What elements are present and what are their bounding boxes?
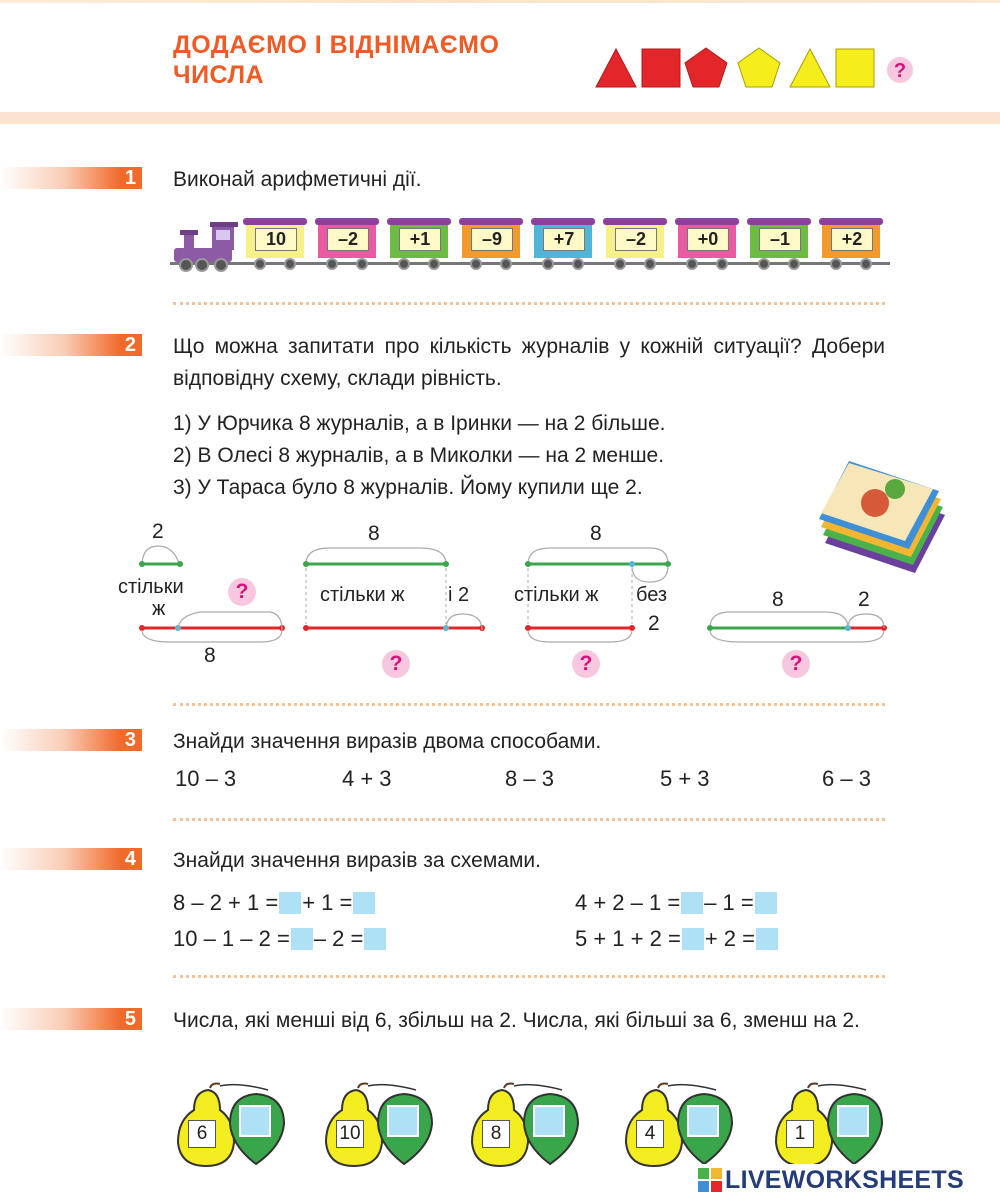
wheel-icon — [758, 258, 770, 270]
train-wagon — [822, 218, 880, 260]
train — [170, 212, 890, 282]
expression-3: 8 – 3 — [505, 766, 554, 791]
pear-leaf-pair — [320, 1080, 436, 1170]
answer-box[interactable] — [279, 892, 301, 914]
pear-number: 8 — [482, 1120, 510, 1148]
train-wagon — [390, 218, 448, 260]
pear-leaf-pair — [770, 1080, 886, 1170]
task-number: 4 — [124, 848, 136, 870]
equation-2 — [173, 926, 387, 952]
page-title: ДОДАЄМО І ВІДНІМАЄМО ЧИСЛА — [173, 31, 500, 89]
expression-5: 6 – 3 — [822, 766, 871, 791]
scheme-d-top-number-2: 2 — [858, 588, 870, 611]
footer-logo — [698, 1164, 998, 1198]
scheme-b-label: стільки ж — [320, 584, 405, 606]
train-wagon — [246, 218, 304, 260]
answer-box[interactable] — [756, 928, 778, 950]
scheme-c-label: стільки ж — [514, 584, 599, 606]
scheme-a-label-2: ж — [152, 598, 166, 620]
top-decor-line — [0, 0, 1000, 3]
equation-4 — [575, 926, 779, 952]
scheme-c-top-number: 8 — [590, 522, 602, 545]
wheel-icon — [284, 258, 296, 270]
task-1-text: Виконай арифметичні дії. — [173, 168, 422, 191]
task-number: 2 — [124, 334, 136, 356]
wagon-label: 10 — [255, 228, 297, 251]
answer-box[interactable] — [681, 892, 703, 914]
answer-box[interactable] — [291, 928, 313, 950]
wagon-roof — [315, 218, 379, 225]
answer-box[interactable] — [755, 892, 777, 914]
wagon-label: –2 — [615, 228, 657, 251]
yellow-triangle-icon — [790, 49, 830, 87]
task-4-text: Знайди значення виразів за схемами. — [173, 849, 541, 872]
wagon-roof — [747, 218, 811, 225]
wagon-roof — [531, 218, 595, 225]
scheme-d-top-number: 8 — [772, 588, 784, 611]
wagon-roof — [243, 218, 307, 225]
wheel-icon — [428, 258, 440, 270]
header-band — [0, 112, 1000, 124]
situation-2: 2) В Олесі 8 журналів, а в Миколки — на 2 менше. — [173, 444, 665, 467]
liveworksheets-logo-icon — [698, 1168, 722, 1192]
situation-3: 3) У Тараса було 8 журналів. Йому купили ще 2. — [173, 476, 643, 499]
wagon-label: +1 — [399, 228, 441, 251]
wagon-roof — [387, 218, 451, 225]
question-mark: ? — [893, 60, 907, 82]
task-3-text: Знайди значення виразів двома способами. — [173, 730, 602, 753]
expression-4: 5 + 3 — [660, 766, 710, 791]
task-number: 3 — [124, 729, 136, 751]
scheme-b-label-2: і 2 — [448, 584, 470, 606]
shape-sequence — [594, 45, 924, 90]
task-5-tab — [0, 1008, 142, 1030]
wagon-roof — [675, 218, 739, 225]
red-pentagon-icon — [685, 48, 727, 87]
scheme-b-question: ? — [382, 650, 410, 678]
equation-part: 10 – 1 – 2 = — [173, 926, 290, 951]
train-wagon — [534, 218, 592, 260]
answer-box[interactable] — [364, 928, 386, 950]
wheel-icon — [716, 258, 728, 270]
red-square-icon — [642, 49, 680, 87]
train-wagon — [678, 218, 736, 260]
answer-box[interactable] — [682, 928, 704, 950]
scheme-a-question: ? — [228, 578, 256, 606]
equation-1 — [173, 890, 376, 916]
scheme-a-top-number: 2 — [152, 520, 164, 543]
task-1-tab — [0, 167, 142, 189]
wheel-icon — [860, 258, 872, 270]
wagon-label: +2 — [831, 228, 873, 251]
pear-number: 10 — [336, 1120, 364, 1148]
wheel-icon — [356, 258, 368, 270]
yellow-pentagon-icon — [738, 48, 780, 87]
train-wagon — [750, 218, 808, 260]
wheel-icon — [686, 258, 698, 270]
task-3-tab — [0, 729, 142, 751]
pear-number: 4 — [636, 1120, 664, 1148]
wagon-label: +7 — [543, 228, 585, 251]
answer-box[interactable] — [353, 892, 375, 914]
wheel-icon — [326, 258, 338, 270]
yellow-square-icon — [836, 49, 874, 87]
rail — [170, 262, 890, 265]
wagon-label: –2 — [327, 228, 369, 251]
scheme-b-top-number: 8 — [368, 522, 380, 545]
equation-part: + 1 = — [302, 890, 353, 915]
task-number: 1 — [124, 167, 136, 189]
wheel-icon — [398, 258, 410, 270]
scheme-a-bottom-number: 8 — [204, 644, 216, 667]
wagon-roof — [603, 218, 667, 225]
pear-number: 1 — [786, 1120, 814, 1148]
scheme-c-label-2: без — [636, 584, 668, 606]
task-2-tab — [0, 334, 142, 356]
expression-1: 10 – 3 — [175, 766, 237, 791]
equation-part: 4 + 2 – 1 = — [575, 890, 681, 915]
red-triangle-icon — [596, 49, 636, 87]
equation-part: – 2 = — [313, 926, 364, 951]
task-number: 5 — [124, 1008, 136, 1030]
pear-leaf-pair — [172, 1080, 288, 1170]
scheme-a-label: стільки — [118, 576, 184, 598]
divider — [173, 703, 885, 706]
divider — [173, 818, 885, 821]
wheel-icon — [644, 258, 656, 270]
wheel-icon — [254, 258, 266, 270]
wagon-roof — [459, 218, 523, 225]
wheel-icon — [614, 258, 626, 270]
train-wagon — [606, 218, 664, 260]
wheel-icon — [830, 258, 842, 270]
task-4-tab — [0, 848, 142, 870]
train-wagon — [318, 218, 376, 260]
wheel-icon — [542, 258, 554, 270]
divider — [173, 975, 885, 978]
expression-2: 4 + 3 — [342, 766, 392, 791]
wagon-roof — [819, 218, 883, 225]
equation-3 — [575, 890, 778, 916]
divider — [173, 302, 885, 305]
scheme-d-question: ? — [782, 650, 810, 678]
train-wagon — [462, 218, 520, 260]
pear-leaf-pair — [466, 1080, 582, 1170]
liveworksheets-logo-text: LIVEWORKSHEETS — [725, 1166, 964, 1194]
wagon-label: +0 — [687, 228, 729, 251]
wheel-icon — [470, 258, 482, 270]
wheel-icon — [788, 258, 800, 270]
wheel-icon — [500, 258, 512, 270]
wagon-label: –1 — [759, 228, 801, 251]
pear-leaf-pair — [620, 1080, 736, 1170]
wagon-label: –9 — [471, 228, 513, 251]
equation-part: + 2 = — [704, 926, 755, 951]
pear-number: 6 — [188, 1120, 216, 1148]
scheme-c-question: ? — [572, 650, 600, 678]
situation-1: 1) У Юрчика 8 журналів, а в Іринки — на 2 більше. — [173, 412, 666, 435]
scheme-c-number-2: 2 — [648, 612, 660, 635]
task-2-text: Що можна запитати про кількість журналів у кожній ситуації? Добери відповідну схему, склади рівність. — [173, 335, 885, 390]
equation-part: – 1 = — [704, 890, 754, 915]
equation-part: 8 – 2 + 1 = — [173, 890, 279, 915]
schemes-area — [110, 512, 910, 692]
equation-part: 5 + 1 + 2 = — [575, 926, 681, 951]
task-5-text: Числа, які менші від 6, збільш на 2. Числа, які більші за 6, зменш на 2. — [173, 1009, 860, 1032]
wheel-icon — [572, 258, 584, 270]
locomotive-icon — [174, 220, 242, 272]
